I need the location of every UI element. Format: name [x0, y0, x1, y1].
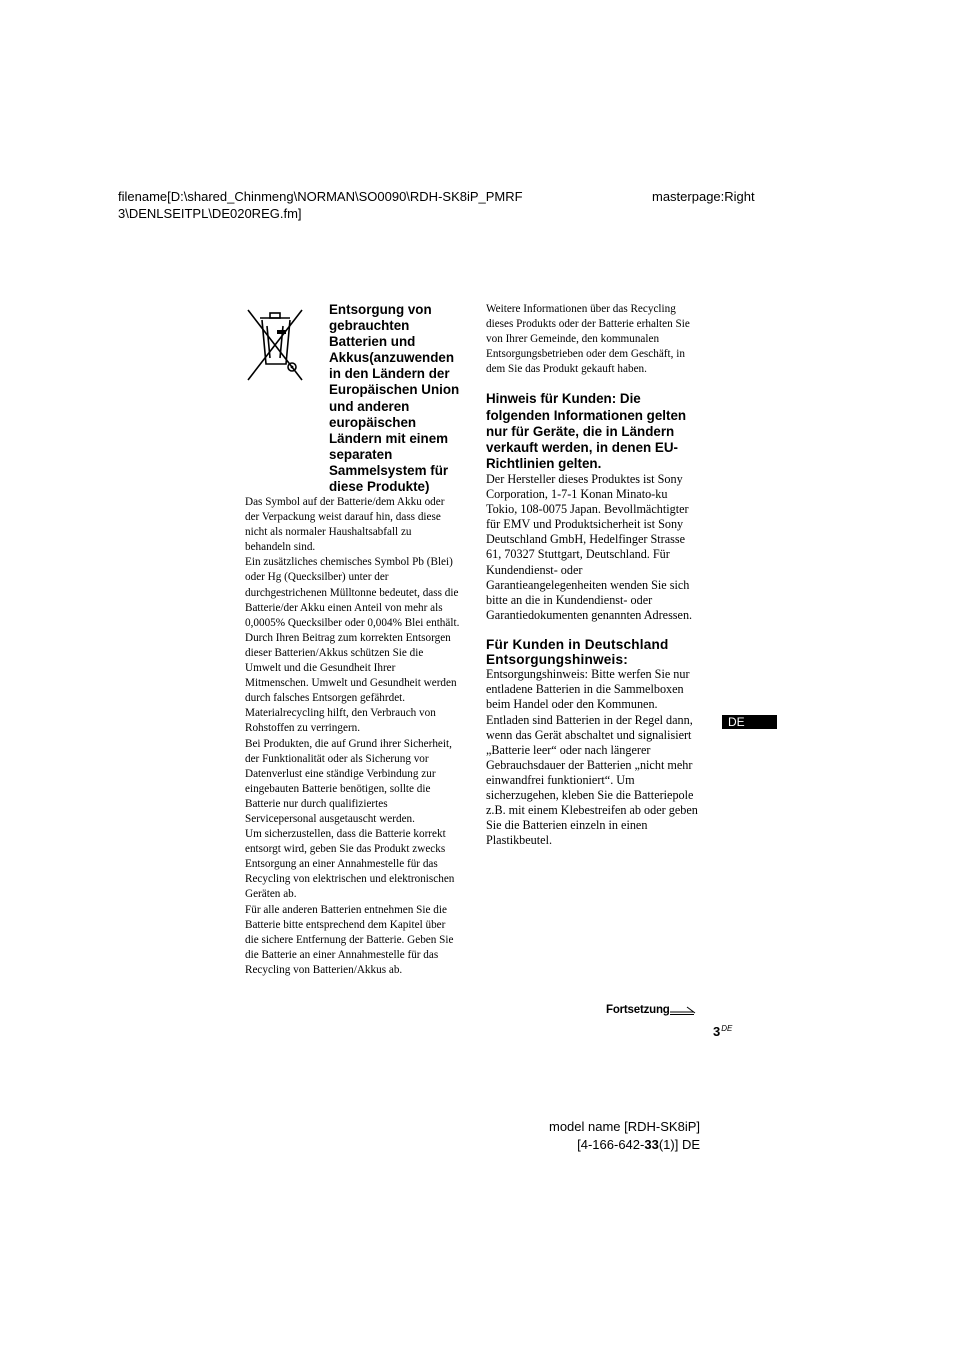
- filename-line-1: filename[D:\shared_Chinmeng\NORMAN\SO0090\RDH-SK8iP_PMRF: [118, 189, 523, 204]
- crossed-out-wheelie-bin-icon: [246, 306, 304, 384]
- heading-line: Entsorgungshinweis:: [486, 652, 629, 668]
- battery-disposal-body: [245, 495, 460, 978]
- model-code-prefix: [4-166-642-: [577, 1137, 645, 1152]
- model-name: model name [RDH-SK8iP]: [549, 1119, 700, 1134]
- masterpage-label: masterpage:Right: [652, 189, 755, 204]
- paragraph: Ein zusätzliches chemisches Symbol Pb (Blei) oder Hg (Quecksilber) unter der durchgestrichenen Mülltonne bedeutet, dass die Batterie/der Akku einen Anteil von mehr als 0,0005% Quecksilber oder 0,004% Blei enthält.: [245, 556, 460, 629]
- battery-disposal-heading: Entsorgung von gebrauchten Batterien und Akkus(anzuwenden in den Ländern der Europäischen Union und anderen europäischen Ländern mit einem separaten Sammelsystem für diese Produkte): [329, 302, 460, 495]
- model-info: [549, 1118, 700, 1154]
- continue-arrow-icon: [670, 1006, 696, 1016]
- germany-disposal-heading: [486, 637, 701, 667]
- model-code-suffix: (1)] DE: [658, 1137, 700, 1152]
- paragraph: Bei Produkten, die auf Grund ihrer Sicherheit, der Funktionalität oder als Sicherung vor Datenverlust eine ständige Verbindung zur eingebauten Batterie benötigen, sollte die Batterie nur durch qualifiziertes Servicepersonal ausgetauscht werden.: [245, 737, 452, 825]
- manufacturer-paragraph: Der Hersteller dieses Produktes ist Sony Corporation, 1-7-1 Konan Minato-ku Tokio, 108-0075 Japan. Bevollmächtigter für EMV und Produktsicherheit ist Sony Deutschland GmbH, Hedelfinger Strasse 61, 70327 Stuttgart, Deutschland. Für Kundendienst- oder Garantieangelegenheiten wenden Sie sich bitte an die in Kundendienst- oder Garantiedokumenten genannten Adressen.: [486, 471, 693, 622]
- recycling-info-paragraph: Weitere Informationen über das Recycling dieses Produkts oder der Batterie erhalten Sie von Ihrer Gemeinde, den kommunalen Entsorgungsbetrieben oder dem Geschäft, in dem Sie das Produkt gekauft haben.: [486, 303, 690, 376]
- paragraph: Für alle anderen Batterien entnehmen Sie die Batterie bitte entsprechend dem Kapitel über die sichere Entfernung der Batterie. Geben Sie die Batterie an einer Annahmestelle für das Recycling von Batterien/Akkus ab.: [245, 903, 454, 976]
- right-column: [486, 302, 701, 848]
- page-number-suffix: DE: [721, 1024, 733, 1033]
- language-tab: DE: [722, 715, 777, 729]
- model-code: [549, 1136, 700, 1154]
- continue-label: Fortsetzung: [606, 1004, 670, 1016]
- paragraph: Um sicherzustellen, dass die Batterie korrekt entsorgt wird, geben Sie das Produkt zwecks Entsorgung an einer Annahmestelle für das Recycling von elektrischen und elektronischen Geräten ab.: [245, 828, 455, 901]
- customer-notice-heading: Hinweis für Kunden: Die folgenden Informationen gelten nur für Geräte, die in Ländern verkauft werden, in denen EU-Richtlinien gelten.: [486, 391, 687, 471]
- filename-header: [118, 188, 558, 222]
- paragraph: Das Symbol auf der Batterie/dem Akku oder der Verpackung weist darauf hin, dass diese nicht als normaler Haushaltsabfall zu behandeln sind.: [245, 496, 445, 554]
- germany-disposal-paragraph: Entsorgungshinweis: Bitte werfen Sie nur entladene Batterien in die Sammelboxen beim Handel oder den Kommunen. Entladen sind Batterien in der Regel dann, wenn das Gerät abschaltet und signalisiert „Batterie leer“ oder nach längerer Gebrauchsdauer der Batterien „nicht mehr einwandfrei funktioniert“. Um sicherzugehen, kleben Sie die Batteriepole z.B. mit einem Klebestreifen ab oder geben Sie die Batterien einzeln in einen Plastikbeutel.: [486, 667, 698, 848]
- heading-line: Für Kunden in Deutschland: [486, 636, 669, 652]
- paragraph: Durch Ihren Beitrag zum korrekten Entsorgen dieser Batterien/Akkus schützen Sie die Umwelt und die Gesundheit Ihrer Mitmenschen. Umwelt und Gesundheit werden durch falsches Entsorgen gefährdet. Materialrecycling hilft, den Verbrauch von Rohstoffen zu verringern.: [245, 631, 457, 735]
- filename-line-2: 3\DENLSEITPL\DE020REG.fm]: [118, 206, 302, 221]
- page-number: [713, 1024, 732, 1039]
- model-code-bold: 33: [644, 1137, 659, 1152]
- page-number-value: 3: [713, 1024, 721, 1039]
